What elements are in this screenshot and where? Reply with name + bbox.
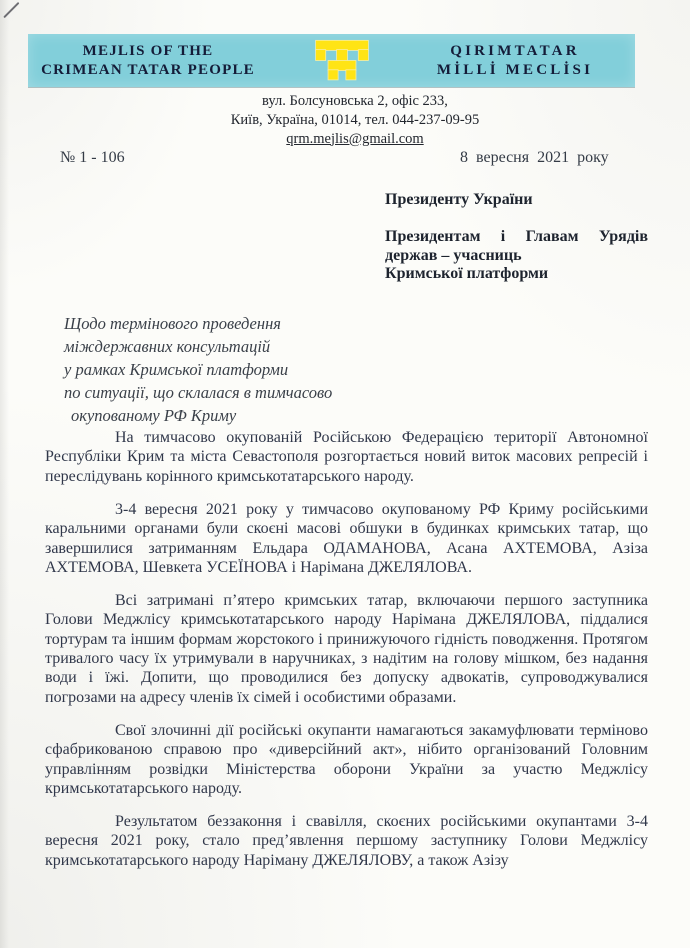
recipient-line: Кримської платформи [385, 265, 549, 283]
subject-block [64, 312, 394, 427]
body-paragraph: Результатом беззаконня і свавілля, скоєних російськими окупантами 3-4 вересня 2021 року, стало пред’явлення першому заступнику Голови Меджлісу кримськотатарського народу Наріману ДЖЕЛЯЛОВУ, а також Азізу [45, 812, 648, 869]
letter-date: 8 вересня 2021 року [460, 149, 609, 166]
subject-line: міждержавних консультацій [64, 337, 271, 356]
subject-line: Щодо термінового проведення [64, 314, 281, 333]
scan-corner-mark [3, 2, 20, 19]
email-link[interactable]: qrm.mejlis@gmail.com [286, 130, 424, 147]
recipient-president-ukraine: Президенту України [385, 191, 533, 208]
letterhead-title-english-line1: MEJLIS OF THE [82, 42, 214, 59]
body-paragraph: Свої злочинні дії російські окупанти намагаються закамуфлювати терміново сфабрикованою справою про «диверсійний акт», нібито організований Головним управлінням розвідки Міністерства оборони України за участю Меджлісу кримськотатарського народу. [45, 721, 648, 797]
letter-body [45, 428, 648, 870]
outgoing-number: № 1 - 106 [60, 149, 125, 166]
recipient-line: Президентам і Главам Урядів [385, 228, 648, 245]
letterhead-title-english-line2: CRIMEAN TATAR PEOPLE [41, 61, 255, 78]
address-street: вул. Болсуновська 2, офіс 233, [262, 93, 448, 109]
address-city-phone: Київ, Україна, 01014, тел. 044-237-09-95 [230, 111, 480, 128]
body-paragraph: На тимчасово окупованій Російською Федерацією території Автономної Республіки Крим та міста Севастополя розгортається новий виток масових репресій і переслідувань корінного кримськотатарського народу. [45, 429, 648, 485]
subject-line: по ситуації, що склалася в тимчасово [64, 383, 333, 402]
tarak-tamga-icon [312, 38, 372, 83]
recipients-block [385, 190, 648, 284]
letterhead-title-english [28, 42, 268, 80]
letterhead-address [0, 92, 690, 148]
recipient-line: держав – учасниць [385, 246, 522, 264]
recipient-heads-of-states [385, 228, 648, 284]
subject-line: у рамках Кримської платформи [64, 360, 289, 379]
body-paragraph: Всі затримані п’ятеро кримських татар, включаючи першого заступника Голови Меджлісу кримськотатарського народу Нарімана ДЖЕЛЯЛОВА, піддалися тортурам та іншим формам жорстокого і принижуючого гідність поводження. Протягом тривалого часу їх утримували в наручниках, з надітим на голову мішком, без надання води і їжі. Допити, що проводилися без допуску адвокатів, супроводжувалися погрозами на адресу членів їх сімей і особистими образами. [45, 591, 648, 706]
letterhead-title-crimean-line2: MİLLİ MECLİSI [436, 61, 594, 78]
body-paragraph: 3-4 вересня 2021 року у тимчасово окупованому РФ Криму російськими каральними органами були скоєні масові обшуки в будинках кримських татар, що завершилися затриманням Ельдара ОДАМАНОВА, Асана АХТЕМОВА, Азіза АХТЕМОВА, Шевкета УСЕЇНОВА і Нарімана ДЖЕЛЯЛОВА. [45, 500, 648, 576]
letterhead-title-crimean [415, 42, 615, 80]
letterhead-bar [28, 34, 635, 87]
subject-line: окупованому РФ Криму [71, 406, 237, 425]
letterhead-title-crimean-line1: QIRIMTATAR [450, 42, 580, 59]
